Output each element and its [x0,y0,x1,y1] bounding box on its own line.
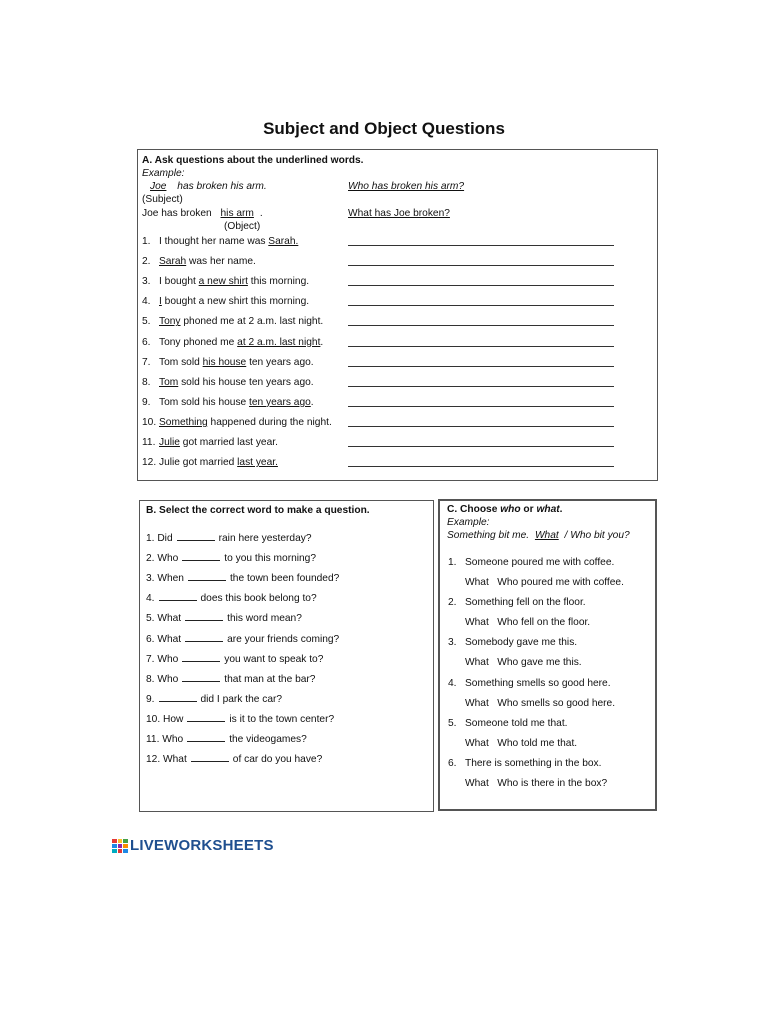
question-text-pre: Tony phoned me [159,336,238,348]
select-item [146,692,282,706]
question-number: 9. [142,396,151,408]
select-item-post: the town been founded? [229,573,340,585]
example-1-question [142,181,267,193]
question-number: 2. [142,256,151,268]
answer-line[interactable] [348,426,614,427]
select-item [146,531,312,545]
answer-line[interactable] [348,406,614,407]
select-item [146,752,322,766]
who-what-choice[interactable]: What Who told me that. [465,737,578,749]
answer-line[interactable] [348,265,614,266]
page-title: Subject and Object Questions [263,119,505,138]
select-item-post: of car do you have? [232,754,323,766]
select-item-post: did I park the car? [200,693,283,705]
question-underlined: Sarah. [268,236,299,247]
choice-sentence [448,718,568,730]
section-a-box [137,149,658,481]
select-item-pre: 5. What [146,613,182,625]
select-blank[interactable] [191,752,229,762]
answer-line[interactable] [348,346,614,347]
select-item-post: you want to speak to? [224,653,324,665]
question-item [142,397,314,409]
choice-sentence [448,758,601,770]
question-text-post: ten years ago. [246,356,314,368]
question-number: 11. [142,437,156,448]
question-number: 5. [142,316,151,328]
select-item [146,571,339,585]
example-2-post: . [259,208,263,219]
question-underlined: his house [202,356,247,368]
select-item-pre: 4. [146,593,155,605]
select-item-post: this word mean? [227,613,302,625]
select-item [146,732,307,746]
question-text-post: got married last year. [179,437,278,448]
answer-line[interactable] [348,285,614,286]
question-text-post: happened during the night. [207,416,332,428]
example-2-answer: What has Joe broken? [348,208,450,219]
question-number: 4. [142,296,151,308]
section-c-heading-post: . [559,504,563,515]
select-item-pre: 2. Who [146,553,179,565]
answer-line[interactable] [348,305,614,306]
select-item-pre: 3. When [146,573,184,585]
question-text-pre: I bought [159,276,199,288]
section-b-heading: B. Select the correct word to make a question. [146,505,370,516]
select-item [146,712,334,726]
who-what-choice[interactable]: What Who fell on the floor. [465,617,591,629]
question-text-pre: I thought her name was [159,236,269,247]
question-item [142,357,314,369]
example-2-object: his arm [220,208,254,219]
select-blank[interactable] [188,571,226,581]
select-item [146,632,339,646]
question-item [142,337,323,349]
answer-line[interactable] [348,245,614,246]
question-item [142,417,332,429]
select-item-pre: 12. What [146,754,187,766]
answer-line[interactable] [348,466,614,467]
question-underlined: at 2 a.m. last night [237,336,321,348]
question-number: 8. [142,376,151,388]
question-underlined: a new shirt [198,276,248,288]
select-item-post: that man at the bar? [224,673,316,685]
select-blank[interactable] [159,692,197,702]
question-number: 3. [142,276,151,288]
question-text-post: sold his house ten years ago. [178,376,314,388]
question-number: 7. [142,356,151,368]
question-item [142,377,314,389]
example-2-pre: Joe has broken [142,208,212,219]
question-item [142,256,256,268]
question-number: 12. [142,457,157,469]
question-text-post: phoned me at 2 a.m. last night. [180,316,324,328]
logo-text: LIVEWORKSHEETS [130,837,274,854]
section-c-example-pre: Something bit me. [447,530,532,541]
select-item [146,652,323,666]
question-number: 10. [142,416,157,428]
question-text-post: this morning. [247,276,310,288]
question-item [142,296,309,308]
question-underlined: Something [159,416,208,428]
question-text-post: . [310,396,314,408]
select-item-pre: 10. How [146,713,184,725]
example-2-question [142,208,263,220]
select-blank[interactable] [159,591,197,601]
choice-sentence-text: Someone poured me with coffee. [465,557,615,568]
question-underlined: Sarah [159,256,187,268]
choice-number: 3. [448,637,457,649]
question-text-post: was her name. [186,256,256,268]
choice-sentence-text: Someone told me that. [465,717,568,729]
select-item-post: is it to the town center? [229,713,335,725]
select-blank[interactable] [187,732,225,742]
section-c-example-label: Example: [447,517,490,528]
section-c-heading-mid: or [520,504,537,515]
question-number: 6. [142,336,151,348]
select-blank[interactable] [177,531,215,541]
select-item-post: the videogames? [229,734,307,745]
question-text-post: bought a new shirt this morning. [161,296,310,308]
select-item-pre: 8. Who [146,673,179,685]
question-underlined: Julie [159,437,180,448]
section-a-example-label: Example: [142,168,185,179]
who-what-choice[interactable]: What Who smells so good here. [465,697,616,709]
select-item-pre: 7. Who [146,653,179,665]
question-item [142,236,298,248]
section-c-heading-what: what [536,504,560,515]
logo-mark-icon [112,839,128,853]
who-what-choice[interactable]: What Who poured me with coffee. [465,577,624,588]
section-c-example-what: What [534,530,559,541]
choice-number: 2. [448,597,457,609]
section-a-heading: A. Ask questions about the underlined words. [142,155,364,166]
question-underlined: last year. [237,457,278,469]
example-1-rest: has broken his arm. [177,181,267,192]
choice-sentence [448,557,614,569]
select-item [146,611,302,625]
question-underlined: Tony [159,316,181,328]
answer-line[interactable] [348,386,614,387]
select-blank[interactable] [182,551,220,561]
question-number: 1. [142,236,151,247]
select-blank[interactable] [187,712,225,722]
select-blank[interactable] [182,652,220,662]
answer-line[interactable] [348,366,614,367]
question-underlined: Tom [159,376,179,388]
section-c-heading-pre: C. Choose [447,504,501,515]
choice-sentence-text: There is something in the box. [465,758,602,769]
select-item-post: to you this morning? [224,553,317,565]
choice-number: 4. [448,677,457,689]
choice-sentence [448,597,586,609]
who-what-choice[interactable]: What Who is there in the box? [465,778,608,789]
select-blank[interactable] [182,672,220,682]
choice-sentence [448,678,611,690]
select-item-pre: 9. [146,693,155,705]
select-blank[interactable] [185,611,223,621]
question-text-post: . [320,336,324,348]
select-item-pre: 1. Did [146,533,173,544]
answer-line[interactable] [348,325,614,326]
question-text-pre: Tom sold [159,356,203,368]
select-item-post: does this book belong to? [200,593,317,605]
select-item-pre: 11. Who [146,734,184,745]
choice-sentence-text: Somebody gave me this. [465,637,578,649]
section-c-example-post: / Who bit you? [561,530,630,541]
example-1-subject: Joe [150,181,167,192]
choice-number: 5. [448,717,457,729]
section-c-heading-who: who [500,504,521,515]
section-c-example [447,530,630,542]
answer-line[interactable] [348,446,614,447]
choice-sentence [448,637,577,649]
select-item [146,672,315,686]
example-2-tag: (Object) [224,221,261,232]
select-item [146,551,316,565]
choice-sentence-text: Something smells so good here. [465,677,611,689]
question-underlined: ten years ago [249,396,311,408]
question-item [142,316,323,328]
liveworksheets-logo [112,837,274,854]
question-underlined: I [159,296,162,308]
who-what-choice[interactable]: What Who gave me this. [465,657,582,669]
question-text-pre: Julie got married [159,457,238,469]
choice-sentence-text: Something fell on the floor. [465,597,586,609]
example-1-answer: Who has broken his arm? [348,181,465,192]
example-1-tag: (Subject) [142,194,183,205]
select-item-pre: 6. What [146,633,182,645]
question-item [142,457,278,469]
select-item [146,591,317,605]
select-item-post: are your friends coming? [227,633,340,645]
question-item [142,437,278,449]
select-blank[interactable] [185,632,223,642]
question-item [142,276,309,288]
question-text-pre: Tom sold his house [159,396,250,408]
choice-number: 6. [448,758,457,769]
select-item-post: rain here yesterday? [218,533,312,544]
section-c-heading [447,504,563,516]
choice-number: 1. [448,557,457,568]
